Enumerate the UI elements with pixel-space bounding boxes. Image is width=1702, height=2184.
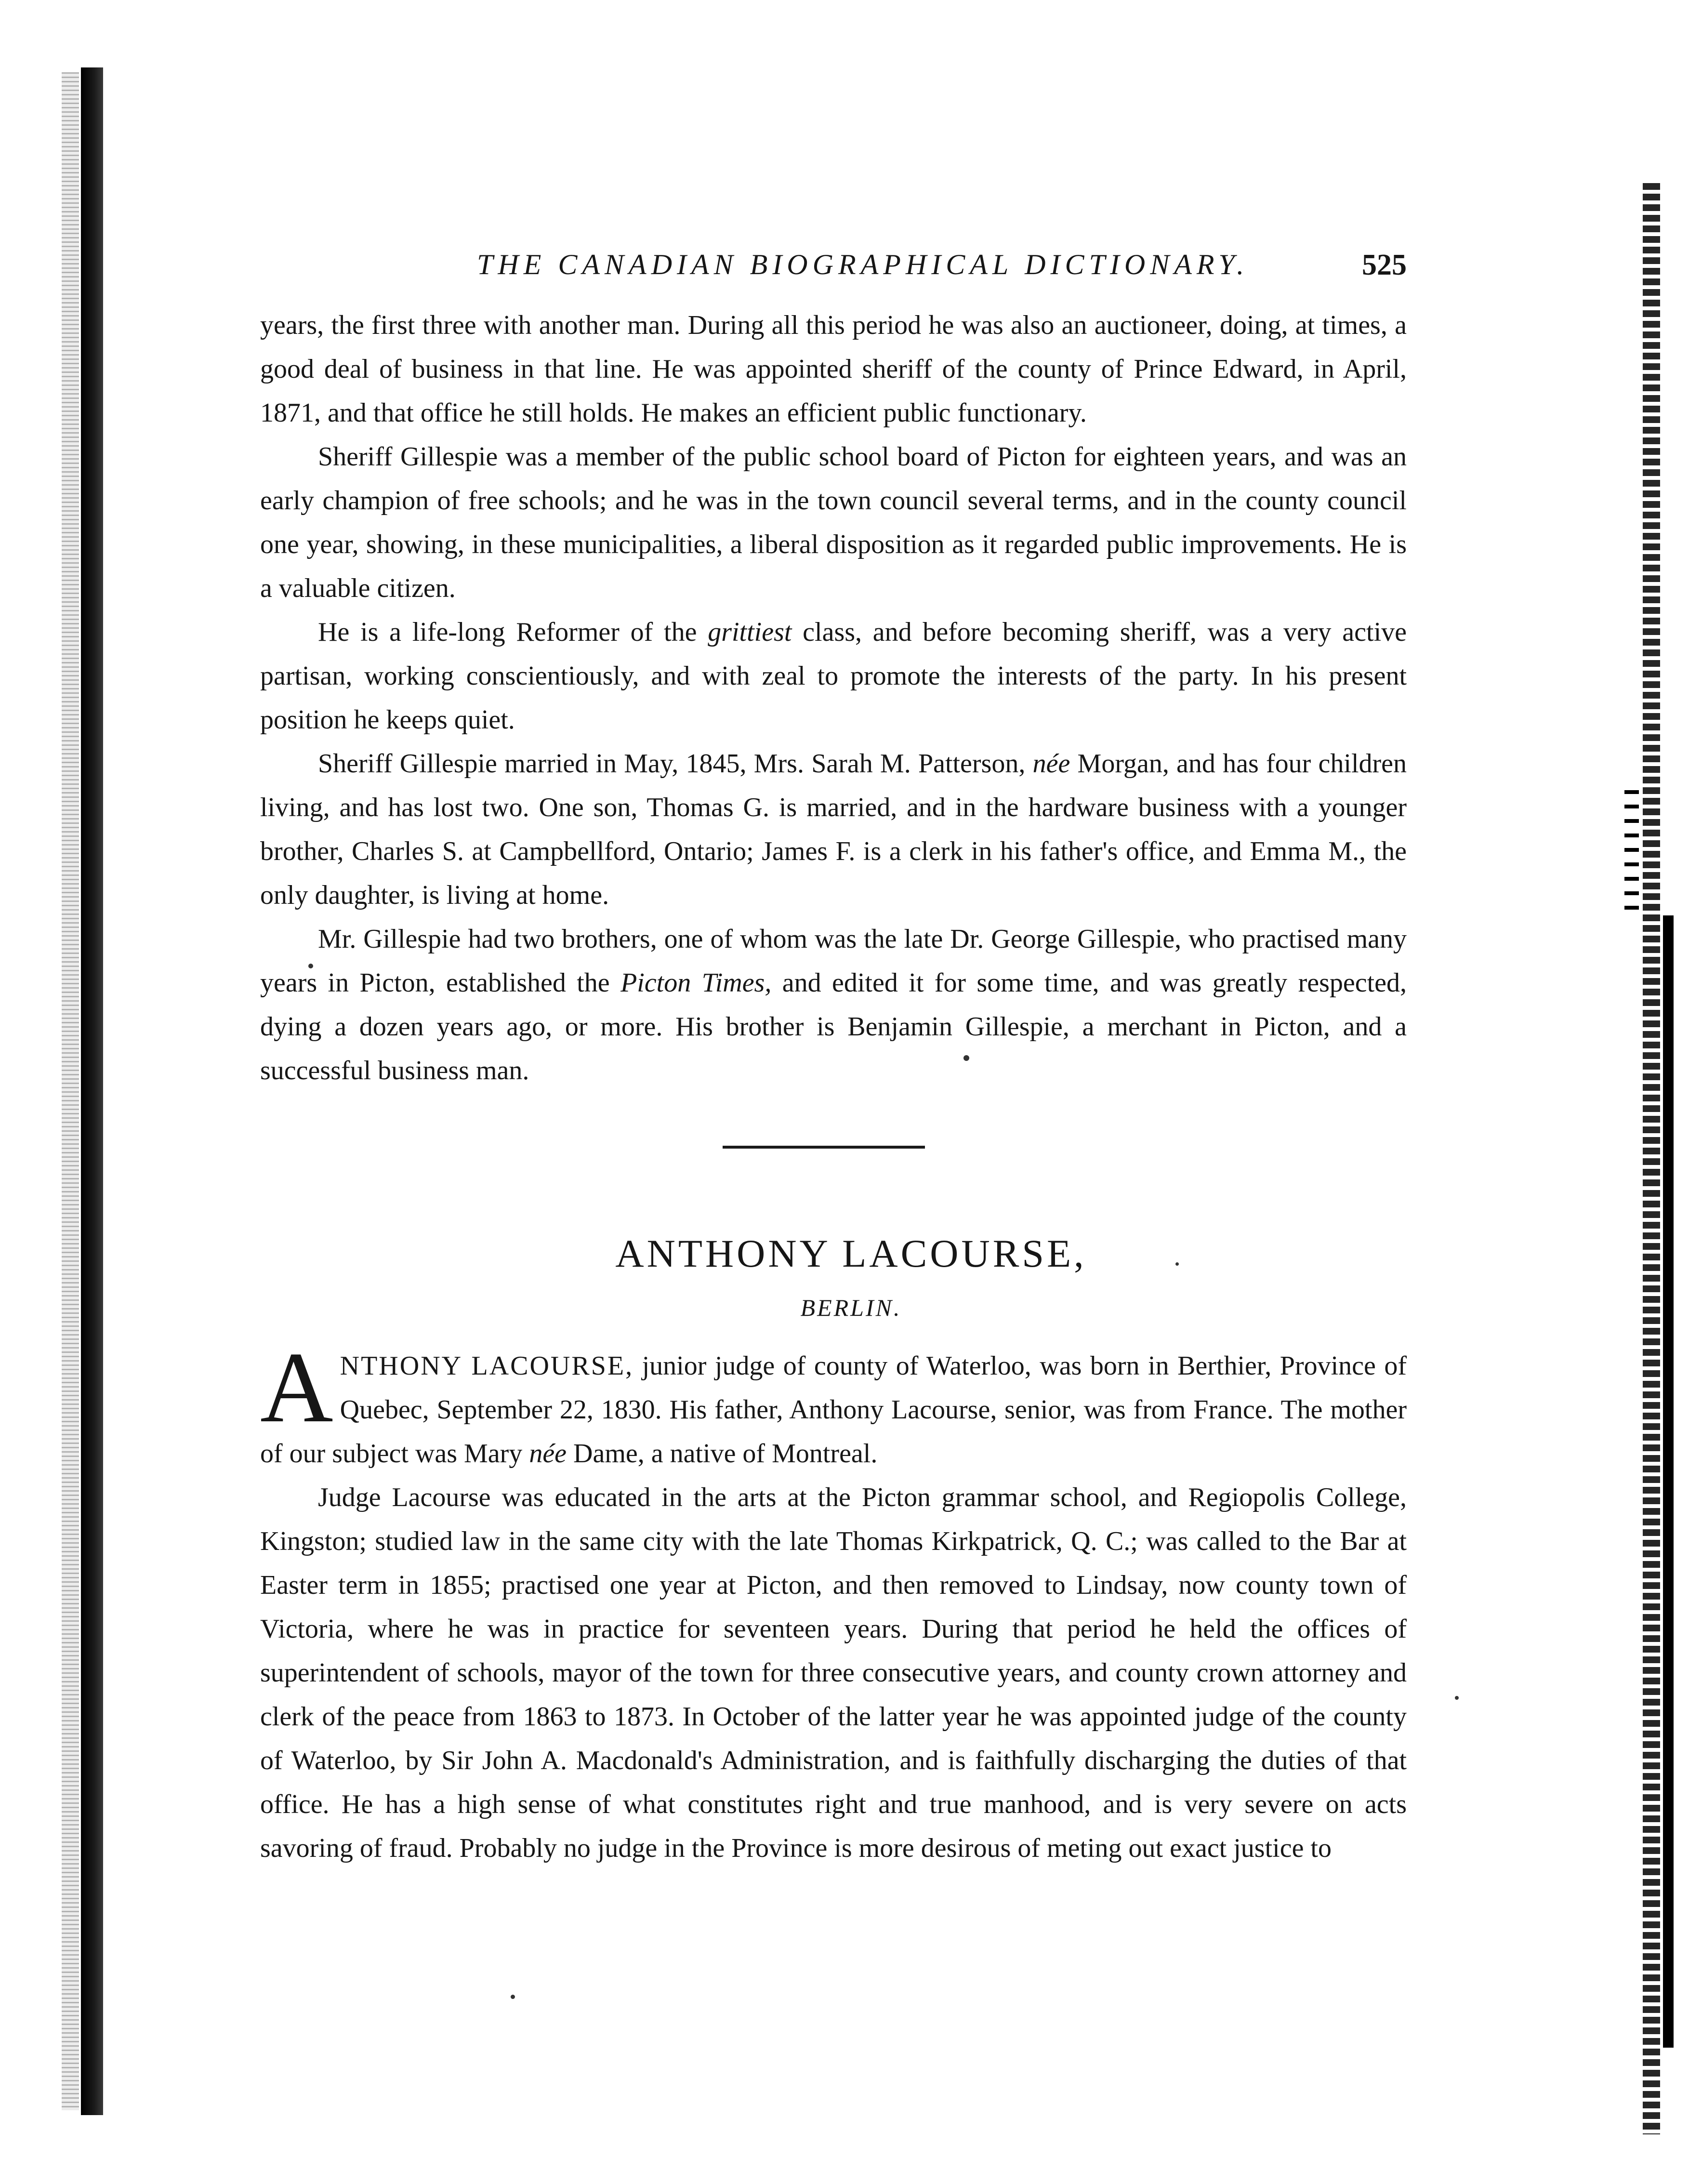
italic-title: Picton Times, [620, 968, 772, 998]
paragraph-text: Judge Lacourse was educated in the arts at the Picton grammar school, and Regiopolis College, Kingston; studied law in the same city with the late Thomas Kirkpatrick, Q. C.; was called to the Bar at Easter term in 1855; practised one year at Picton, and then removed to Lindsay, now county town of Victoria, where he was in practice for seventeen years. During that period he held the offices of superintendent of schools, mayor of the town for three consecutive years, and county crown attorney and clerk of the peace from 1863 to 1873. In October of the latter year he was appointed judge of the county of Waterloo, by Sir John A. Macdonald's Administration, and is faithfully discharging the duties of that office. He has a high sense of what constitutes right and true manhood, and is very severe on acts savoring of fraud. Probably no judge in the Province is more desirous of meting out exact justice to [260, 1482, 1407, 1863]
paragraph-text: Mr. Gillespie had two brothers, one of whom was the late Dr. George Gillespie, who practised many years in Picton, established the [260, 924, 1407, 998]
paragraph [260, 610, 1407, 742]
paragraph-text: Sheriff Gillespie married in May, 1845, Mrs. Sarah M. Patterson, [318, 749, 1033, 779]
previous-entry-text [260, 304, 1407, 1093]
entry-location: BERLIN. [800, 1294, 902, 1321]
paragraph-text: He is a life-long Reformer of the [318, 617, 708, 647]
drop-cap: A [260, 1332, 333, 1443]
paragraph [260, 435, 1407, 610]
paragraph [260, 917, 1407, 1093]
italic-word: née [529, 1439, 567, 1469]
italic-word: grittiest [708, 617, 792, 647]
paragraph-text: junior judge of county of Waterloo, was born in Berthier, Province of Quebec, September 22, 1830. His father, Anthony Lacourse, senior, was from France. The mother of our subject was Mary [260, 1351, 1407, 1469]
page-edge-marks [1624, 790, 1639, 915]
paragraph-text: and edited it for some time, and was greatly respected, dying a dozen years ago, or more. His brother is Benjamin Gillespie, a merchant in Picton, and a successful business man. [260, 968, 1407, 1085]
paragraph: years, the first three with another man. During all this period he was also an auctioneer, doing, at times, a good deal of business in that line. He was appointed sheriff of the county of Prince Edward, in April, 1871, and that office he still holds. He makes an efficient public functionary. [260, 310, 1407, 428]
page-edge-right-dark [1663, 915, 1674, 2048]
binding-shadow [62, 72, 79, 2110]
scan-speck [511, 1995, 515, 1999]
paragraph-text: Morgan, and has four children living, and has lost two. One son, Thomas G. is married, and in the hardware business with a younger brother, Charles S. at Campbellford, Ontario; James F. is a clerk in his father's office, and Emma M., the only daughter, is living at home. [260, 749, 1407, 910]
entry-lead: NTHONY LACOURSE, [340, 1351, 634, 1381]
running-title: THE CANADIAN BIOGRAPHICAL DICTIONARY. [477, 249, 1249, 280]
paragraph-text: class, and before becoming sheriff, was a very active partisan, working conscientiously, and with zeal to promote the interests of the party. In his present position he keeps quiet. [260, 617, 1407, 735]
paragraph [260, 1332, 1407, 1476]
running-head [260, 248, 1407, 291]
page-number: 525 [1362, 249, 1407, 281]
page-edge-right [1643, 183, 1660, 2134]
binding-edge [81, 67, 103, 2115]
paragraph [260, 742, 1407, 917]
paragraph-text: Dame, a native of Montreal. [567, 1439, 878, 1469]
paragraph-text: Sheriff Gillespie was a member of the public school board of Picton for eighteen years, and was an early champion of free schools; and he was in the town council several terms, and in the county council one year, showing, in these municipalities, a liberal disposition as it regarded public improvements. He is a valuable citizen. [260, 442, 1407, 603]
italic-word: née [1032, 749, 1070, 779]
section-divider [723, 1146, 925, 1149]
paragraph [260, 1476, 1407, 1870]
entry-heading: ANTHONY LACOURSE, [615, 1231, 1087, 1275]
entry-text [260, 1332, 1407, 1870]
scan-speck [1455, 1696, 1459, 1700]
